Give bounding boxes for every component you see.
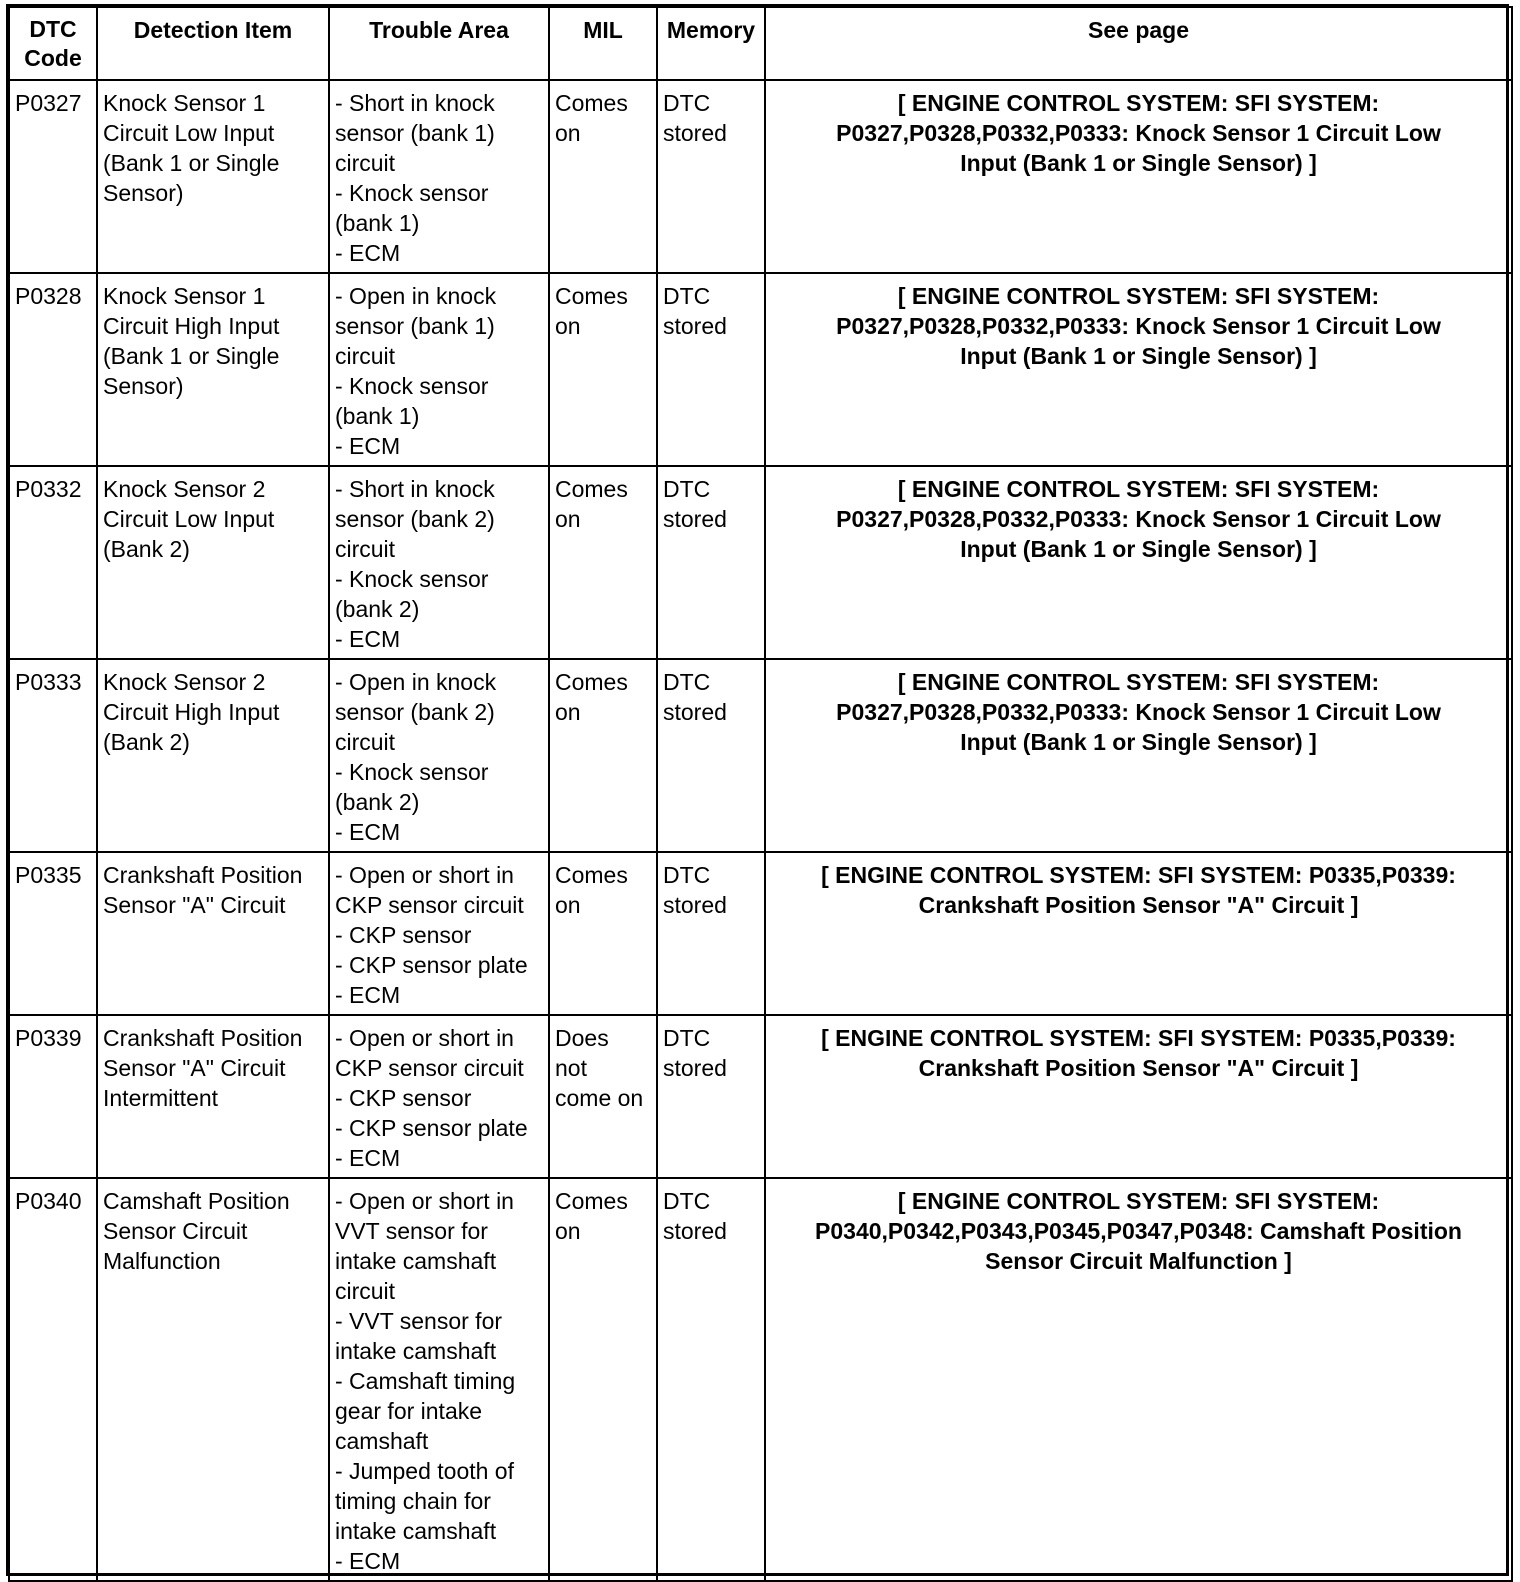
cell-see-page-line: Input (Bank 1 or Single Sensor) ] (960, 536, 1317, 562)
cell-mil-line: Comes (555, 1188, 628, 1214)
cell-detection-item-line: (Bank 2) (103, 536, 190, 562)
cell-see-page-line: [ ENGINE CONTROL SYSTEM: SFI SYSTEM: P0335,P0339: (821, 1025, 1456, 1051)
cell-trouble-area-line: (bank 2) (335, 789, 420, 815)
header-detection-item: Detection Item (97, 7, 329, 80)
cell-trouble-area-line: - Knock sensor (335, 759, 489, 785)
cell-detection-item-line: Sensor Circuit (103, 1218, 248, 1244)
cell-mil (549, 1015, 657, 1178)
header-dtc-code: DTC Code (9, 7, 97, 80)
cell-trouble-area-line: intake camshaft (335, 1518, 497, 1544)
cell-detection-item-line: Knock Sensor 1 (103, 90, 266, 116)
cell-detection-item-line: (Bank 1 or Single (103, 150, 280, 176)
cell-see-page-line: P0327,P0328,P0332,P0333: Knock Sensor 1 Circuit Low (836, 120, 1441, 146)
cell-mil-line: on (555, 120, 581, 146)
cell-dtc-code: P0333 (9, 659, 97, 852)
cell-memory (657, 466, 765, 659)
cell-mil (549, 852, 657, 1015)
cell-trouble-area-line: - CKP sensor (335, 1085, 472, 1111)
dtc-table (8, 6, 1513, 1582)
cell-see-page-line: P0327,P0328,P0332,P0333: Knock Sensor 1 Circuit Low (836, 506, 1441, 532)
cell-see-page-line: Input (Bank 1 or Single Sensor) ] (960, 343, 1317, 369)
cell-mil-line: on (555, 313, 581, 339)
cell-mil-line: on (555, 699, 581, 725)
cell-trouble-area (329, 1178, 549, 1581)
cell-trouble-area-line: - ECM (335, 982, 401, 1008)
cell-see-page-line: [ ENGINE CONTROL SYSTEM: SFI SYSTEM: (897, 1188, 1380, 1214)
cell-detection-item (97, 659, 329, 852)
cell-see-page-line: P0327,P0328,P0332,P0333: Knock Sensor 1 Circuit Low (836, 699, 1441, 725)
cell-dtc-code: P0332 (9, 466, 97, 659)
cell-trouble-area-line: CKP sensor circuit (335, 892, 524, 918)
cell-trouble-area-line: - Open or short in (335, 1188, 514, 1214)
cell-see-page-line: [ ENGINE CONTROL SYSTEM: SFI SYSTEM: (897, 476, 1380, 502)
cell-detection-item (97, 1178, 329, 1581)
cell-memory (657, 659, 765, 852)
table-body (9, 80, 1512, 1581)
cell-see-page-line: [ ENGINE CONTROL SYSTEM: SFI SYSTEM: (897, 283, 1380, 309)
cell-dtc-code: P0335 (9, 852, 97, 1015)
header-mil: MIL (549, 7, 657, 80)
cell-trouble-area-line: - VVT sensor for (335, 1308, 503, 1334)
cell-trouble-area-line: - Camshaft timing (335, 1368, 516, 1394)
cell-trouble-area-line: gear for intake (335, 1398, 483, 1424)
cell-detection-item-line: Intermittent (103, 1085, 219, 1111)
cell-see-page (765, 1178, 1512, 1581)
cell-memory-line: stored (663, 313, 727, 339)
cell-detection-item-line: Sensor) (103, 373, 184, 399)
cell-detection-item-line: Circuit Low Input (103, 120, 275, 146)
cell-see-page-line: Crankshaft Position Sensor "A" Circuit ] (918, 1055, 1359, 1081)
cell-see-page (765, 659, 1512, 852)
cell-see-page (765, 852, 1512, 1015)
cell-trouble-area-line: sensor (bank 2) (335, 699, 495, 725)
cell-trouble-area-line: - CKP sensor plate (335, 1115, 528, 1141)
cell-trouble-area-line: circuit (335, 729, 396, 755)
cell-trouble-area-line: - ECM (335, 819, 401, 845)
cell-trouble-area-line: sensor (bank 1) (335, 313, 495, 339)
cell-trouble-area-line: (bank 1) (335, 210, 420, 236)
cell-detection-item-line: Circuit High Input (103, 313, 280, 339)
cell-see-page-line: Crankshaft Position Sensor "A" Circuit ] (918, 892, 1359, 918)
table-row (9, 1178, 1512, 1581)
cell-trouble-area-line: intake camshaft (335, 1338, 497, 1364)
cell-trouble-area-line: timing chain for (335, 1488, 491, 1514)
cell-mil (549, 273, 657, 466)
cell-trouble-area (329, 80, 549, 273)
cell-trouble-area-line: (bank 1) (335, 403, 420, 429)
cell-mil-line: come on (555, 1085, 644, 1111)
cell-memory-line: stored (663, 120, 727, 146)
cell-detection-item (97, 273, 329, 466)
cell-see-page-line: Input (Bank 1 or Single Sensor) ] (960, 150, 1317, 176)
cell-detection-item-line: (Bank 2) (103, 729, 190, 755)
cell-memory (657, 1015, 765, 1178)
cell-see-page-line: P0340,P0342,P0343,P0345,P0347,P0348: Camshaft Position (815, 1218, 1462, 1244)
cell-trouble-area (329, 659, 549, 852)
cell-trouble-area-line: CKP sensor circuit (335, 1055, 524, 1081)
cell-mil-line: Comes (555, 669, 628, 695)
cell-trouble-area-line: - ECM (335, 433, 401, 459)
cell-memory-line: stored (663, 1218, 727, 1244)
cell-see-page (765, 273, 1512, 466)
cell-detection-item-line: Knock Sensor 1 (103, 283, 266, 309)
cell-mil (549, 1178, 657, 1581)
cell-see-page (765, 1015, 1512, 1178)
cell-mil-line: on (555, 892, 581, 918)
cell-trouble-area-line: circuit (335, 1278, 396, 1304)
cell-memory-line: DTC (663, 90, 711, 116)
cell-trouble-area-line: - Open in knock (335, 283, 497, 309)
table-row (9, 80, 1512, 273)
cell-trouble-area-line: - Knock sensor (335, 373, 489, 399)
cell-mil-line: Comes (555, 862, 628, 888)
cell-memory (657, 273, 765, 466)
cell-detection-item-line: Sensor "A" Circuit (103, 892, 286, 918)
cell-trouble-area-line: circuit (335, 536, 396, 562)
cell-trouble-area-line: sensor (bank 2) (335, 506, 495, 532)
table-row (9, 466, 1512, 659)
table-row (9, 852, 1512, 1015)
cell-see-page (765, 466, 1512, 659)
cell-trouble-area-line: - Short in knock (335, 90, 495, 116)
cell-memory-line: DTC (663, 669, 711, 695)
cell-memory (657, 1178, 765, 1581)
cell-memory (657, 80, 765, 273)
cell-memory-line: stored (663, 699, 727, 725)
cell-trouble-area-line: camshaft (335, 1428, 429, 1454)
cell-memory-line: DTC (663, 283, 711, 309)
cell-see-page-line: [ ENGINE CONTROL SYSTEM: SFI SYSTEM: P0335,P0339: (821, 862, 1456, 888)
cell-detection-item-line: (Bank 1 or Single (103, 343, 280, 369)
cell-dtc-code: P0327 (9, 80, 97, 273)
cell-see-page-line: Sensor Circuit Malfunction ] (985, 1248, 1292, 1274)
cell-trouble-area-line: circuit (335, 343, 396, 369)
table-row (9, 659, 1512, 852)
cell-mil-line: Does (555, 1025, 609, 1051)
cell-trouble-area-line: - CKP sensor (335, 922, 472, 948)
cell-trouble-area-line: - ECM (335, 1145, 401, 1171)
cell-detection-item (97, 1015, 329, 1178)
cell-trouble-area-line: - ECM (335, 240, 401, 266)
cell-detection-item-line: Crankshaft Position (103, 1025, 303, 1051)
cell-trouble-area-line: VVT sensor for (335, 1218, 488, 1244)
header-trouble-area: Trouble Area (329, 7, 549, 80)
cell-mil (549, 466, 657, 659)
cell-memory-line: stored (663, 506, 727, 532)
cell-see-page-line: Input (Bank 1 or Single Sensor) ] (960, 729, 1317, 755)
cell-memory-line: DTC (663, 1188, 711, 1214)
cell-trouble-area-line: - Jumped tooth of (335, 1458, 514, 1484)
cell-mil-line: on (555, 506, 581, 532)
header-memory: Memory (657, 7, 765, 80)
cell-see-page-line: P0327,P0328,P0332,P0333: Knock Sensor 1 Circuit Low (836, 313, 1441, 339)
cell-detection-item-line: Malfunction (103, 1248, 221, 1274)
cell-memory (657, 852, 765, 1015)
cell-trouble-area-line: - Open or short in (335, 1025, 514, 1051)
table-row (9, 273, 1512, 466)
cell-see-page (765, 80, 1512, 273)
cell-see-page-line: [ ENGINE CONTROL SYSTEM: SFI SYSTEM: (897, 669, 1380, 695)
cell-mil-line: not (555, 1055, 587, 1081)
cell-memory-line: DTC (663, 862, 711, 888)
cell-trouble-area-line: - Knock sensor (335, 566, 489, 592)
cell-trouble-area (329, 1015, 549, 1178)
cell-dtc-code: P0328 (9, 273, 97, 466)
cell-detection-item (97, 80, 329, 273)
cell-trouble-area (329, 466, 549, 659)
cell-detection-item-line: Knock Sensor 2 (103, 476, 266, 502)
cell-detection-item-line: Knock Sensor 2 (103, 669, 266, 695)
cell-trouble-area-line: - Open in knock (335, 669, 497, 695)
cell-detection-item-line: Camshaft Position (103, 1188, 290, 1214)
cell-memory-line: stored (663, 1055, 727, 1081)
cell-detection-item (97, 852, 329, 1015)
cell-trouble-area-line: - Open or short in (335, 862, 514, 888)
cell-memory-line: stored (663, 892, 727, 918)
cell-detection-item-line: Circuit High Input (103, 699, 280, 725)
cell-trouble-area-line: (bank 2) (335, 596, 420, 622)
cell-memory-line: DTC (663, 1025, 711, 1051)
cell-detection-item (97, 466, 329, 659)
cell-dtc-code: P0339 (9, 1015, 97, 1178)
cell-detection-item-line: Crankshaft Position (103, 862, 303, 888)
header-row (9, 7, 1512, 80)
cell-mil-line: Comes (555, 90, 628, 116)
table-row (9, 1015, 1512, 1178)
cell-trouble-area-line: sensor (bank 1) (335, 120, 495, 146)
cell-detection-item-line: Sensor) (103, 180, 184, 206)
cell-trouble-area-line: - ECM (335, 626, 401, 652)
cell-memory-line: DTC (663, 476, 711, 502)
cell-trouble-area-line: intake camshaft (335, 1248, 497, 1274)
cell-dtc-code: P0340 (9, 1178, 97, 1581)
cell-see-page-line: [ ENGINE CONTROL SYSTEM: SFI SYSTEM: (897, 90, 1380, 116)
cell-trouble-area (329, 273, 549, 466)
cell-mil (549, 659, 657, 852)
cell-trouble-area (329, 852, 549, 1015)
cell-detection-item-line: Circuit Low Input (103, 506, 275, 532)
header-see-page: See page (765, 7, 1512, 80)
cell-trouble-area-line: - Short in knock (335, 476, 495, 502)
cell-trouble-area-line: - Knock sensor (335, 180, 489, 206)
cell-trouble-area-line: - CKP sensor plate (335, 952, 528, 978)
cell-trouble-area-line: - ECM (335, 1548, 401, 1574)
cell-mil-line: on (555, 1218, 581, 1244)
cell-mil (549, 80, 657, 273)
cell-detection-item-line: Sensor "A" Circuit (103, 1055, 286, 1081)
cell-trouble-area-line: circuit (335, 150, 396, 176)
cell-mil-line: Comes (555, 283, 628, 309)
cell-mil-line: Comes (555, 476, 628, 502)
